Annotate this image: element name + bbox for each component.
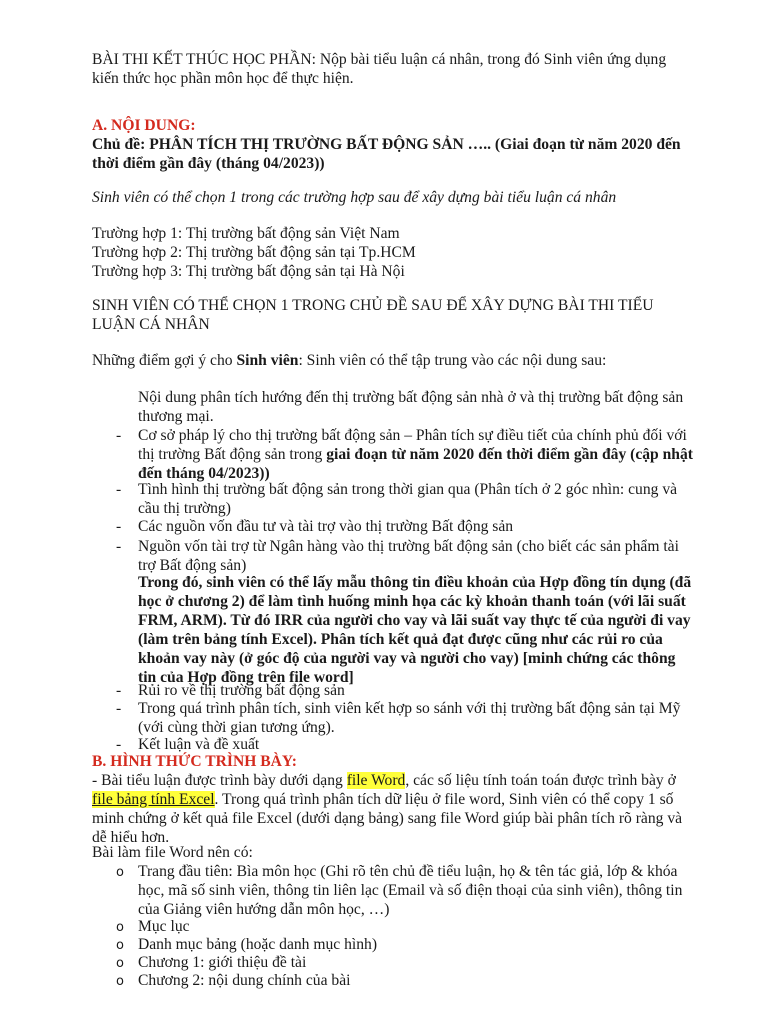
list-item-2: Tình hình thị trường bất động sản trong thời gian qua (Phân tích ở 2 góc nhìn: cung và cầu thị trường) [138, 481, 678, 517]
hints-pre: Những điểm gợi ý cho [92, 352, 237, 369]
word-item-3: Danh mục bảng (hoặc danh mục hình) [138, 936, 378, 953]
intro-lead: BÀI THI KẾT THÚC HỌC PHẦN [92, 51, 312, 68]
case-1: Trường hợp 1: Thị trường bất động sản Việt Nam [92, 225, 400, 242]
list-item-4: Nguồn vốn tài trợ từ Ngân hàng vào thị trường bất động sản (cho biết các sản phẩm tài trợ Bất động sản) [138, 538, 679, 574]
list-item-5: Rủi ro về thị trường bất động sản [138, 682, 345, 699]
list-item-3: Các nguồn vốn đầu tư và tài trợ vào thị trường Bất động sản [138, 518, 514, 535]
item-1-plain: Cơ sở pháp lý cho thị trường bất động sản – Phân tích sự điều tiết của chính phủ đối với thị trường Bất động sản trong [138, 427, 687, 463]
dash-4: - [116, 538, 122, 555]
choose-note: Sinh viên có thể chọn 1 trong các trường hợp sau để xây dựng bài tiểu luận cá nhân [92, 189, 617, 206]
dash-1: - [116, 427, 122, 444]
intro-rest: : Nộp bài tiểu luận cá nhân, trong đó Sinh viên ứng dụng kiến thức học phần môn học để thực hiện. [92, 51, 667, 87]
list-item-4-detail: Trong đó, sinh viên có thể lấy mẫu thông tin điều khoản của Hợp đồng tín dụng (đã học ở chương 2) để làm tình huống minh họa các kỳ khoản thanh toán (với lãi suất FRM, ARM). Từ đó IRR của người cho vay và lãi suất vay thực tế của người đi vay (làm trên bảng tính Excel). Phân tích kết quả đạt được cũng như các rủi ro của khoản vay này (ở góc độ của người vay và người cho vay) [minh chứng các thông tin của Hợp đồng trên file word] [138, 574, 692, 686]
topic-text: PHÂN TÍCH THỊ TRƯỜNG BẤT ĐỘNG SẢN ….. (Giai đoạn từ năm 2020 đến thời điểm gần đây (tháng 04/2023)) [92, 136, 681, 172]
word-item-2: Mục lục [138, 918, 190, 935]
dash-6: - [116, 700, 122, 717]
format-a: - Bài tiểu luận được trình bày dưới dạng [92, 772, 347, 789]
intro-paragraph [92, 50, 692, 88]
section-b-heading: B. HÌNH THỨC TRÌNH BÀY: [92, 753, 297, 770]
dash-2: - [116, 481, 122, 498]
section-a-heading: A. NỘI DUNG: [92, 117, 196, 134]
hints-bold: Sinh viên [236, 352, 299, 369]
bullet-circle-2: o [116, 920, 124, 935]
bullet-circle-1: o [116, 865, 124, 880]
word-item-4: Chương 1: giới thiệu đề tài [138, 954, 307, 971]
item-1-bold: giai đoạn từ năm 2020 đến thời điểm gần đây (cập nhật đến tháng 04/2023)) [138, 446, 693, 482]
word-item-1: Trang đầu tiên: Bìa môn học (Ghi rõ tên chủ đề tiểu luận, họ & tên tác giả, lớp & khóa học, mã số sinh viên, thông tin liên lạc (Email và số điện thoại của sinh viên), thông tin của Giảng viên hướng dẫn môn học, …) [138, 863, 683, 918]
list-item-1 [138, 426, 693, 483]
dash-7: - [116, 736, 122, 753]
bullet-circle-3: o [116, 938, 124, 953]
hints-intro [92, 351, 692, 370]
hints-post: : Sinh viên có thể tập trung vào các nội dung sau: [298, 352, 607, 369]
choose-caps: SINH VIÊN CÓ THỂ CHỌN 1 TRONG CHỦ ĐỀ SAU ĐỂ XÂY DỰNG BÀI THI TIỂU LUẬN CÁ NHÂN [92, 297, 654, 333]
bullet-circle-5: o [116, 974, 124, 989]
topic-line [92, 135, 692, 173]
word-item-5: Chương 2: nội dung chính của bài [138, 972, 351, 989]
case-2: Trường hợp 2: Thị trường bất động sản tại Tp.HCM [92, 244, 416, 261]
list-item-7: Kết luận và đề xuất [138, 736, 260, 753]
format-paragraph [92, 771, 692, 847]
format-c: . Trong quá trình phân tích dữ liệu ở file word, Sinh viên có thể copy 1 số minh chứng ở kết quả file Excel (dưới dạng bảng) sang file Word giúp bài phân tích rõ ràng và dễ hiểu hơn. [92, 791, 683, 846]
topic-label: Chủ đề: [92, 136, 150, 153]
word-file-intro: Bài làm file Word nên có: [92, 844, 253, 861]
case-3: Trường hợp 3: Thị trường bất động sản tại Hà Nội [92, 263, 405, 280]
dash-5: - [116, 682, 122, 699]
dash-3: - [116, 518, 122, 535]
format-b: , các số liệu tính toán toán được trình bày ở [405, 772, 676, 789]
list-item-0: Nội dung phân tích hướng đến thị trường bất động sản nhà ở và thị trường bất động sản thương mại. [138, 389, 684, 425]
highlight-file-excel: file bảng tính Excel [92, 791, 215, 808]
list-item-6: Trong quá trình phân tích, sinh viên kết hợp so sánh với thị trường bất động sản tại Mỹ (với cùng thời gian tương ứng). [138, 700, 681, 736]
highlight-file-word: file Word [346, 772, 406, 789]
bullet-circle-4: o [116, 956, 124, 971]
